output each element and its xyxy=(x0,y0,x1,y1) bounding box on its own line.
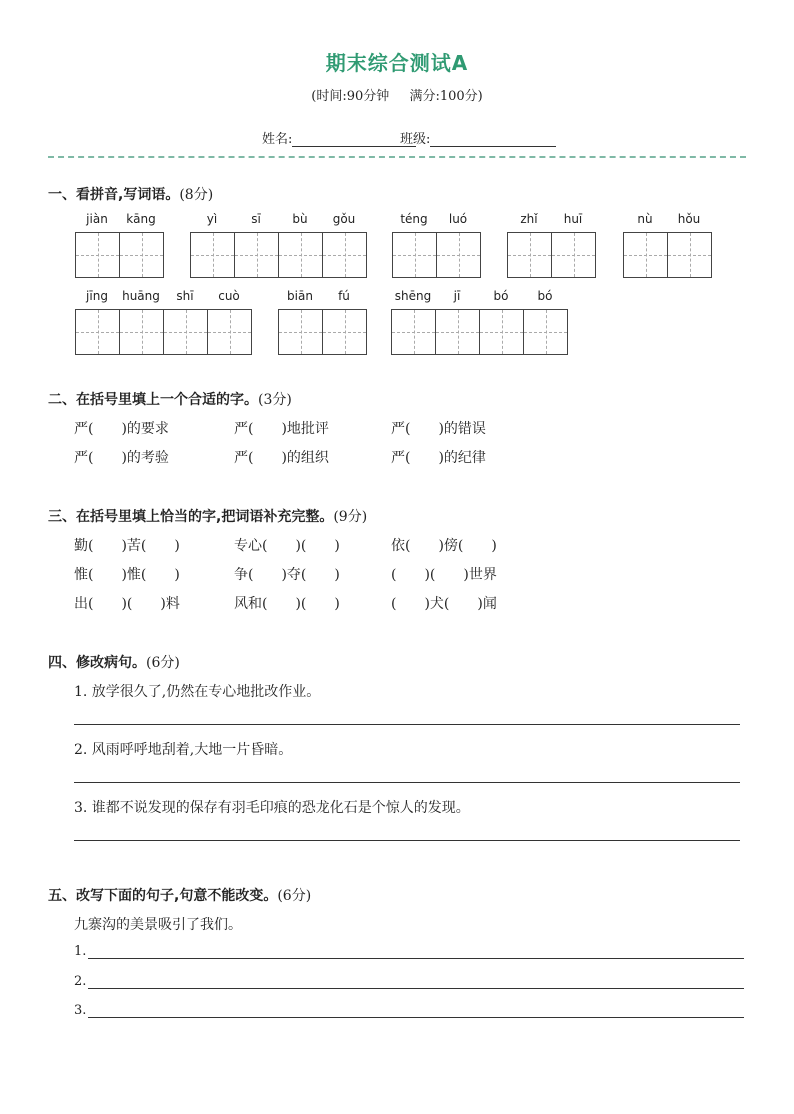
writing-cell[interactable] xyxy=(164,310,208,354)
section-5-points: (6分) xyxy=(277,888,312,904)
class-field xyxy=(400,128,556,147)
writing-cell[interactable] xyxy=(279,310,323,354)
pinyin-group xyxy=(623,212,712,278)
pinyin-syllable: bó xyxy=(493,289,509,303)
writing-grid xyxy=(507,232,596,278)
pinyin-syllable: huāng xyxy=(122,289,160,303)
pinyin-syllable: zhǐ xyxy=(520,212,538,226)
class-blank[interactable] xyxy=(430,132,556,147)
pinyin-syllable: nù xyxy=(637,212,653,226)
writing-cell[interactable] xyxy=(480,310,524,354)
pinyin-group xyxy=(392,212,481,278)
pinyin-group xyxy=(75,289,252,355)
pinyin-group xyxy=(507,212,596,278)
writing-cell[interactable] xyxy=(235,233,279,277)
answer-line[interactable] xyxy=(74,840,740,841)
pinyin-syllable: jiàn xyxy=(86,212,108,226)
pinyin-row xyxy=(75,289,252,307)
pinyin-syllable: sī xyxy=(251,212,261,226)
section-1-heading xyxy=(48,184,213,204)
writing-cell[interactable] xyxy=(279,233,323,277)
pinyin-syllable: jīng xyxy=(86,289,108,303)
pinyin-row xyxy=(278,289,367,307)
writing-grid xyxy=(190,232,367,278)
writing-cell[interactable] xyxy=(552,233,595,277)
writing-cell[interactable] xyxy=(76,233,120,277)
name-field xyxy=(262,128,416,147)
answer-line[interactable] xyxy=(88,1017,744,1018)
s2-item[interactable]: 严( )的要求 xyxy=(74,421,169,437)
s2-item[interactable]: 严( )的错误 xyxy=(391,421,486,437)
writing-grid xyxy=(392,232,481,278)
pinyin-syllable: huī xyxy=(563,212,583,226)
section-2-heading xyxy=(48,389,292,409)
s3-item[interactable]: 依( )傍( ) xyxy=(391,538,497,554)
pinyin-group xyxy=(278,289,367,355)
pinyin-syllable: fú xyxy=(338,289,350,303)
page-title: 期末综合测试A xyxy=(325,51,469,75)
s3-item[interactable]: 争( )夺( ) xyxy=(234,567,340,583)
writing-cell[interactable] xyxy=(208,310,251,354)
writing-cell[interactable] xyxy=(437,233,480,277)
s3-item[interactable]: ( )犬( )闻 xyxy=(391,596,497,612)
writing-cell[interactable] xyxy=(76,310,120,354)
writing-grid xyxy=(75,309,252,355)
writing-cell[interactable] xyxy=(120,310,164,354)
pinyin-group xyxy=(391,289,568,355)
pinyin-row xyxy=(75,212,164,230)
pinyin-syllable: bù xyxy=(292,212,308,226)
writing-cell[interactable] xyxy=(323,233,366,277)
answer-line[interactable] xyxy=(74,782,740,783)
writing-grid xyxy=(278,309,367,355)
s3-item[interactable]: 勤( )苦( ) xyxy=(74,538,180,554)
answer-line[interactable] xyxy=(74,724,740,725)
s2-item[interactable]: 严( )的组织 xyxy=(234,450,329,466)
section-3-title: 三、在括号里填上恰当的字,把词语补充完整。 xyxy=(48,509,334,525)
section-3-heading xyxy=(48,506,367,526)
writing-cell[interactable] xyxy=(120,233,163,277)
pinyin-syllable: hǒu xyxy=(677,212,701,226)
section-4-points: (6分) xyxy=(146,655,180,671)
name-blank[interactable] xyxy=(292,132,416,147)
writing-cell[interactable] xyxy=(191,233,235,277)
writing-grid xyxy=(75,232,164,278)
s4-sentence-3: 3. 谁都不说发现的保存有羽毛印痕的恐龙化石是个惊人的发现。 xyxy=(74,800,470,816)
name-label: 姓名: xyxy=(262,132,293,147)
s3-item[interactable]: 专心( )( ) xyxy=(234,538,340,554)
pinyin-row xyxy=(391,289,568,307)
s5-num: 1. xyxy=(74,944,87,959)
pinyin-row xyxy=(190,212,367,230)
pinyin-group xyxy=(190,212,367,278)
time-limit: (时间:90分钟 xyxy=(311,89,390,104)
s2-item[interactable]: 严( )地批评 xyxy=(234,421,329,437)
writing-cell[interactable] xyxy=(392,310,436,354)
s3-item[interactable]: 惟( )惟( ) xyxy=(74,567,180,583)
full-score: 满分:100分) xyxy=(409,89,483,104)
pinyin-syllable: gǒu xyxy=(332,212,356,226)
writing-cell[interactable] xyxy=(436,310,480,354)
pinyin-syllable: cuò xyxy=(218,289,240,303)
section-2-points: (3分) xyxy=(258,392,292,408)
writing-cell[interactable] xyxy=(624,233,668,277)
pinyin-syllable: shī xyxy=(176,289,194,303)
divider xyxy=(48,156,746,158)
s3-item[interactable]: 出( )( )料 xyxy=(74,596,180,612)
writing-grid xyxy=(391,309,568,355)
s5-num: 3. xyxy=(74,1003,87,1018)
section-3-points: (9分) xyxy=(333,509,368,525)
pinyin-syllable: yì xyxy=(206,212,218,226)
pinyin-syllable: bó xyxy=(537,289,553,303)
pinyin-syllable: luó xyxy=(448,212,468,226)
section-4-title: 四、修改病句。 xyxy=(48,655,146,671)
writing-cell[interactable] xyxy=(323,310,366,354)
writing-cell[interactable] xyxy=(508,233,552,277)
pinyin-syllable: téng xyxy=(400,212,428,226)
s4-sentence-2: 2. 风雨呼呼地刮着,大地一片昏暗。 xyxy=(74,742,293,758)
pinyin-syllable: jī xyxy=(453,289,461,303)
section-4-heading xyxy=(48,652,180,672)
answer-line[interactable] xyxy=(88,988,744,989)
writing-cell[interactable] xyxy=(393,233,437,277)
class-label: 班级: xyxy=(400,132,431,147)
pinyin-row xyxy=(392,212,481,230)
pinyin-syllable: biān xyxy=(287,289,313,303)
s4-sentence-1: 1. 放学很久了,仍然在专心地批改作业。 xyxy=(74,684,321,700)
section-1-points: (8分) xyxy=(179,187,214,203)
pinyin-row xyxy=(507,212,596,230)
section-5-heading xyxy=(48,885,311,905)
s2-item[interactable]: 严( )的考验 xyxy=(74,450,169,466)
pinyin-syllable: kāng xyxy=(126,212,156,226)
section-1-title: 一、看拼音,写词语。 xyxy=(48,187,180,203)
section-5-title: 五、改写下面的句子,句意不能改变。 xyxy=(48,888,278,904)
section-2-title: 二、在括号里填上一个合适的字。 xyxy=(48,392,258,408)
exam-info xyxy=(0,85,794,104)
s2-item[interactable]: 严( )的纪律 xyxy=(391,450,486,466)
s5-sentence: 九寨沟的美景吸引了我们。 xyxy=(74,917,242,933)
writing-cell[interactable] xyxy=(668,233,711,277)
s5-num: 2. xyxy=(74,974,87,989)
writing-grid xyxy=(623,232,712,278)
s3-item[interactable]: ( )( )世界 xyxy=(391,567,497,583)
pinyin-row xyxy=(623,212,712,230)
answer-line[interactable] xyxy=(88,958,744,959)
s3-item[interactable]: 风和( )( ) xyxy=(234,596,340,612)
writing-cell[interactable] xyxy=(524,310,567,354)
pinyin-group xyxy=(75,212,164,278)
pinyin-syllable: shēng xyxy=(394,289,432,303)
